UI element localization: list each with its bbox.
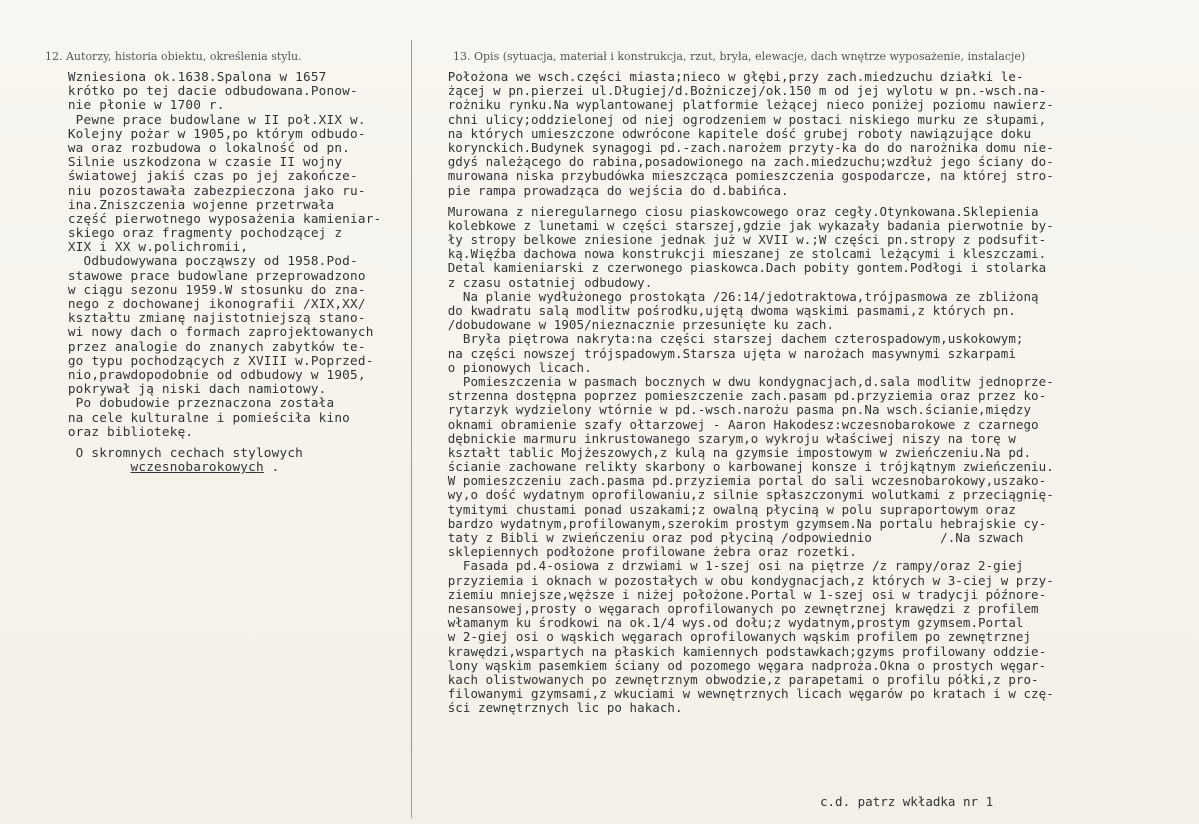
description-text-line: na części nowszej trójspadowym.Starsza ujęta w narożach masywnymi szkarpami bbox=[425, 345, 1016, 361]
history-text-line: nie płonie w 1700 r. bbox=[60, 97, 225, 113]
description-text-line: sklepiennych podłożone profilowane żebra oraz rozetki. bbox=[425, 544, 857, 560]
description-text-line: Położona we wsch.części miasta;nieco w głębi,przy zach.miedzuchu działki le- bbox=[425, 69, 1024, 84]
history-text-line: Silnie uszkodzona w czasie II wojny bbox=[60, 154, 343, 170]
history-text-line: skiego oraz fragmenty pochodzącej z bbox=[60, 225, 343, 241]
description-text-line: przyziemia i oknach w pozostałych w obu kondygnacjach,z których w 3-ciej w przy- bbox=[425, 572, 1054, 588]
description-text-line: rytarzyk wydzielony wtórnie w pd.-wsch.narożu pasma pn.Na wsch.ścianie,między bbox=[425, 402, 1032, 418]
description-text-line: ści zewnętrznych lic po hakach. bbox=[425, 700, 683, 716]
description-text-line: Fasada pd.4-osiowa z drzwiami w 1-szej osi na piętrze /z rampy/oraz 2-giej bbox=[425, 558, 1024, 574]
description-text-line: o pionowych licach. bbox=[425, 359, 592, 375]
description-text-line: W pomieszczeniu zach.pasma pd.przyziemia portal do sali wczesnobarokowy,uszako- bbox=[425, 473, 1047, 489]
description-text-line: tymitymi chustami ponad uszakami;z owalną płyciną w polu supraportowym oraz bbox=[425, 501, 1016, 517]
description-text-line: Bryła piętrowa nakryta:na części starszej dachem czterospadowym,uskokowym; bbox=[425, 331, 1024, 347]
description-text-line: rożniku rynku.Na wyplantowanej platformie leżącej nieco poniżej poziomu nawierz- bbox=[425, 97, 1054, 113]
description-text-line: Detal kamieniarski z czerwonego piaskowca.Dach pobity gontem.Podłogi i stolarka bbox=[425, 260, 1047, 276]
history-text-line: w ciągu sezonu 1959.W stosunku do zna- bbox=[60, 281, 366, 297]
history-text-line: Odbudowywana począwszy od 1958.Pod- bbox=[60, 253, 358, 269]
description-text-line: nesansowej,prosty o węgarach oprofilowanych po zewnętrznej krawędzi z profilem bbox=[425, 600, 1039, 616]
continuation-note: c.d. patrz wkładka nr 1 bbox=[820, 794, 994, 809]
history-column bbox=[60, 70, 381, 474]
section-12-header: 12. Autorzy, historia obiektu, określenia stylu. bbox=[45, 50, 302, 63]
description-text-line: wy,o dość wydatnym oprofilowaniu,z silnie spłaszczonymi wolutkami z przeciągnię- bbox=[425, 487, 1054, 503]
description-text-line: włamanym ku środkowi na ok.1/4 wys.od dołu;z wydatnym,prostym gzymsem.Portal bbox=[425, 615, 1024, 631]
history-text-line: wi nowy dach o formach zaprojektowanych bbox=[60, 324, 374, 340]
description-text-line: ziemiu mniejsze,węższe i niżej położone.Portal w 1-szej osi w tradycji późnore- bbox=[425, 586, 1047, 602]
history-text-line: wa oraz rozbudowa o lokalność od pn. bbox=[60, 139, 351, 155]
history-text-line: O skromnych cechach stylowych bbox=[60, 444, 303, 460]
history-text-line: niu pozostawała zabezpieczona jako ru- bbox=[60, 182, 366, 198]
description-column bbox=[425, 70, 1054, 715]
description-text-line: do kwadratu salą modlitw pośrodku,ujętą dwoma wąskimi pasmami,z których pn. bbox=[425, 303, 1016, 318]
history-text-line: kształtu zmianę najistotniejszą stano- bbox=[60, 310, 366, 326]
description-text-line: kolebkowe z lunetami w części starszej,gdzie jak wykazały badania pierwotnie by- bbox=[425, 217, 1054, 233]
description-text-line: na których umieszczone odwrócone kapitele dość grubej roboty nawiązujące doku bbox=[425, 125, 1032, 141]
description-text-line: żącej w pn.pierzei ul.Długiej/d.Bożniczej/ok.150 m od jej wylotu w pn.-wsch.na- bbox=[425, 83, 1047, 99]
column-divider bbox=[411, 40, 412, 818]
description-text-line: Na planie wydłużonego prostokąta /26:14/jedotraktowa,trójpasmowa ze zbliżoną bbox=[425, 288, 1039, 304]
history-text-line: Kolejny pożar w 1905,po którym odbudo- bbox=[60, 125, 366, 141]
description-text-line: oknami obramienie szafy ołtarzowej - Aaron Hakodesz:wczesnobarokowe z czarnego bbox=[425, 416, 1039, 432]
history-text-line: wczesnobarokowych . bbox=[130, 459, 280, 475]
history-text-line: pokrywał ją niski dach namiotowy. bbox=[60, 381, 327, 397]
style-keyword: wczesnobarokowych bbox=[130, 459, 264, 475]
history-text-line: krótko po tej dacie odbudowana.Ponow- bbox=[60, 83, 358, 99]
description-text-line: murowana niska przybudówka mieszcząca pomieszczenia gospodarcze, na której stro- bbox=[425, 168, 1054, 184]
description-text-line: Pomieszczenia w pasmach bocznych w dwu kondygnacjach,d.sala modlitw jednoprze- bbox=[425, 373, 1054, 389]
history-text-line: Wzniesiona ok.1638.Spalona w 1657 bbox=[60, 69, 327, 84]
history-text-line: nego z dochowanej ikonografii /XIX,XX/ bbox=[60, 296, 366, 311]
description-text-line: kach olistwowanych po zewnętrznym obwodzie,z parapetami o profilu półki,z pro- bbox=[425, 671, 1039, 687]
description-text-line: dębnickie marmuru inkrustowanego szarym,o wykroju właściwej niszy na torę w bbox=[425, 430, 1016, 446]
history-text-line: nio,prawdopodobnie od odbudowy w 1905, bbox=[60, 366, 366, 382]
history-text-line: Pewne prace budowlane w II poł.XIX w. bbox=[60, 111, 366, 127]
description-text-line: strzenna dostępna poprzez pomieszczenie zach.pasam pd.przyziemia oraz przez ko- bbox=[425, 388, 1047, 404]
description-text-line: w 2-giej osi o wąskich węgarach oprofilowanych wąskim profilem po zewnętrznej bbox=[425, 629, 1032, 645]
history-text-line: Po dobudowie przeznaczona została bbox=[60, 395, 335, 411]
history-text-line: na cele kulturalne i pomieściła kino bbox=[60, 409, 351, 425]
description-text-line: krawędzi,wspartych na płaskich kamiennych podstawkach;gzyms profilowany oddzie- bbox=[425, 643, 1047, 659]
description-text-line: taty z Bibli w zwieńczeniu oraz pod płyciną /odpowiednio /.Na szwach bbox=[425, 530, 1024, 545]
description-text-line: z czasu ostatniej odbudowy. bbox=[425, 274, 653, 290]
history-text-line: światowej jakiś czas po jej zakończe- bbox=[60, 168, 358, 184]
history-text-line: ina.Zniszczenia wojenne przetrwała bbox=[60, 196, 335, 212]
description-text-line: bardzo wydatnym,profilowanym,szerokim prostym gzymsem.Na portalu hebrajskie cy- bbox=[425, 515, 1047, 531]
history-text-line: stawowe prace budowlane przeprowadzono bbox=[60, 267, 366, 283]
description-text-line: /dobudowane w 1905/nieznacznie przesunięte ku zach. bbox=[425, 317, 835, 333]
description-text-line: pie rampa prowadząca do wejścia do d.babińca. bbox=[425, 182, 789, 198]
description-text-line: lony wąskim pasemkiem ściany od pozomego węgara nadproża.Okna o prostych węgar- bbox=[425, 657, 1047, 673]
section-13-header: 13. Opis (sytuacja, materiał i konstrukcja, rzut, bryła, elewacje, dach wnętrze wyposażenie, instalacje) bbox=[453, 50, 1026, 63]
description-text-line: filowanymi gzymsami,z wkuciami w wewnętrznych licach węgarów po kratach i w czę- bbox=[425, 686, 1054, 702]
description-text-line: korynckich.Budynek synagogi pd.-zach.narożem przyty-ka do do narożnika domu nie- bbox=[425, 139, 1054, 155]
history-text-line: go typu pochodzących z XVIII w.Poprzed- bbox=[60, 352, 374, 368]
description-text-line: ścianie zachowane relikty skarbony o karbowanej konsze i trójkątnym zwieńczeniu. bbox=[425, 459, 1054, 475]
history-text-line: część pierwotnego wyposażenia kamieniar- bbox=[60, 210, 382, 226]
description-text-line: Murowana z nieregularnego ciosu piaskowcowego oraz cegły.Otynkowana.Sklepienia bbox=[425, 203, 1039, 219]
description-text-line: ką.Więźba dachowa nowa konstrukcji mieszanej ze stolcami leżącymi i kleszczami. bbox=[425, 246, 1047, 262]
description-text-line: chni ulicy;oddzielonej od niej ogrodzeniem w postaci niskiego murku ze słupami, bbox=[425, 111, 1047, 127]
description-text-line: ły stropy belkowe zniesione jednak już w XVII w.;W części pn.stropy z podsufit- bbox=[425, 232, 1047, 248]
description-text-line: kształt tablic Mojżeszowych,z kulą na gzymsie impostowym w zwieńczeniu.Na pd. bbox=[425, 444, 1032, 460]
history-text-line: XIX i XX w.polichromii, bbox=[60, 239, 249, 255]
history-text-line: przez analogie do znanych zabytków te- bbox=[60, 338, 366, 354]
description-text-line: gdyś należącego do rabina,posadowionego na zach.miedzuchu;wzdłuż jego ściany do- bbox=[425, 154, 1054, 170]
history-text-line: oraz bibliotekę. bbox=[60, 423, 194, 439]
